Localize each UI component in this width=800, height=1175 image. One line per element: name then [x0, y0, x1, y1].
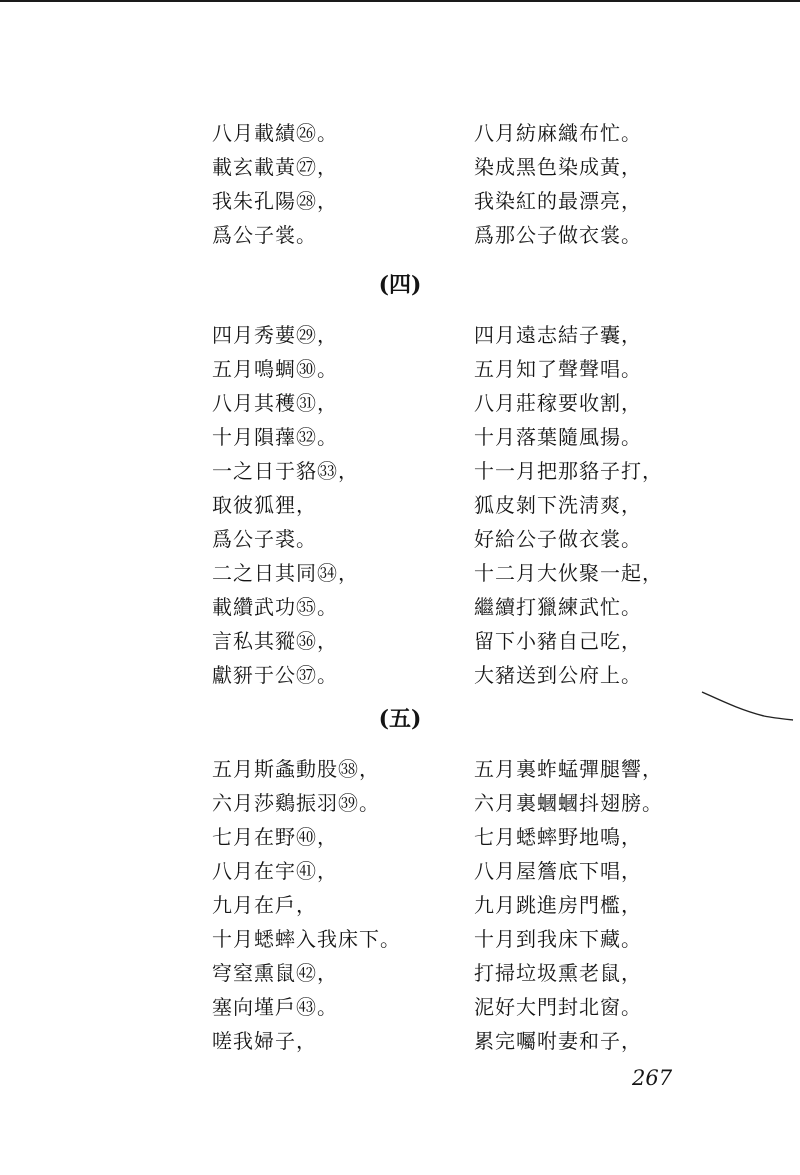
poem-line — [0, 888, 800, 922]
poem-line — [0, 386, 800, 420]
original-line: 獻豜于公㊲。 — [212, 663, 338, 687]
poem-line — [0, 752, 800, 786]
translation-line: 十月到我床下藏。 — [474, 927, 642, 951]
poem-line — [0, 150, 800, 184]
poem-line — [0, 420, 800, 454]
translation-line: 八月紡麻織布忙。 — [474, 121, 642, 145]
original-line: 七月在野㊵， — [212, 825, 338, 849]
translation-line: 十一月把那貉子打， — [474, 459, 663, 483]
original-line: 二之日其同㉞， — [212, 561, 359, 585]
poem-line — [0, 116, 800, 150]
original-line: 我朱孔陽㉘， — [212, 189, 338, 213]
top-border-rule — [0, 0, 800, 2]
original-line: 十月隕蘀㉜。 — [212, 425, 338, 449]
original-line: 嗟我婦子， — [212, 1029, 317, 1053]
translation-line: 十月落葉隨風揚。 — [474, 425, 642, 449]
translation-line: 八月莊稼要收割， — [474, 391, 642, 415]
poem-line — [0, 820, 800, 854]
pen-stroke-mark — [700, 686, 795, 726]
original-line: 五月斯螽動股㊳， — [212, 757, 380, 781]
original-line: 八月載績㉖。 — [212, 121, 338, 145]
section-five — [0, 752, 800, 1058]
section-heading-five: (五) — [378, 706, 422, 732]
original-line: 載纘武功㉟。 — [212, 595, 338, 619]
poem-line — [0, 624, 800, 658]
poem-line — [0, 1024, 800, 1058]
original-line: 爲公子裘。 — [212, 527, 317, 551]
original-line: 六月莎鷄振羽㊴。 — [212, 791, 380, 815]
stanza-top — [0, 116, 800, 252]
original-line: 一之日于貉㉝， — [212, 459, 359, 483]
poem-line — [0, 556, 800, 590]
original-line: 載玄載黃㉗， — [212, 155, 338, 179]
original-line: 爲公子裳。 — [212, 223, 317, 247]
translation-line: 打掃垃圾熏老鼠， — [474, 961, 642, 985]
original-line: 穹窒熏鼠㊷， — [212, 961, 338, 985]
poem-line — [0, 522, 800, 556]
poem-line — [0, 922, 800, 956]
translation-line: 四月遠志結子囊， — [474, 323, 642, 347]
original-line: 八月在宇㊶， — [212, 859, 338, 883]
poem-line — [0, 218, 800, 252]
translation-line: 我染紅的最漂亮， — [474, 189, 642, 213]
translation-line: 六月裏蟈蟈抖翅膀。 — [474, 791, 663, 815]
poem-line — [0, 990, 800, 1024]
poem-line — [0, 854, 800, 888]
poem-line — [0, 454, 800, 488]
original-line: 五月鳴蜩㉚。 — [212, 357, 338, 381]
translation-line: 大豬送到公府上。 — [474, 663, 642, 687]
original-line: 塞向墐戶㊸。 — [212, 995, 338, 1019]
translation-line: 八月屋簷底下唱， — [474, 859, 642, 883]
translation-line: 留下小豬自己吃， — [474, 629, 642, 653]
translation-line: 五月裏蚱蜢彈腿響， — [474, 757, 663, 781]
original-line: 取彼狐狸， — [212, 493, 317, 517]
translation-line: 累完囑咐妻和子， — [474, 1029, 642, 1053]
original-line: 言私其豵㊱， — [212, 629, 338, 653]
poem-line — [0, 590, 800, 624]
original-line: 四月秀葽㉙， — [212, 323, 338, 347]
poem-line — [0, 956, 800, 990]
poem-line — [0, 352, 800, 386]
translation-line: 五月知了聲聲唱。 — [474, 357, 642, 381]
translation-line: 九月跳進房門檻， — [474, 893, 642, 917]
translation-line: 染成黑色染成黃， — [474, 155, 642, 179]
original-line: 九月在戶， — [212, 893, 317, 917]
section-four — [0, 318, 800, 692]
section-heading-four: (四) — [378, 272, 422, 298]
poem-line — [0, 658, 800, 692]
translation-line: 繼續打獵練武忙。 — [474, 595, 642, 619]
translation-line: 七月蟋蟀野地鳴， — [474, 825, 642, 849]
translation-line: 好給公子做衣裳。 — [474, 527, 642, 551]
poem-line — [0, 184, 800, 218]
poem-line — [0, 786, 800, 820]
poem-line — [0, 318, 800, 352]
translation-line: 十二月大伙聚一起， — [474, 561, 663, 585]
translation-line: 狐皮剝下洗淸爽， — [474, 493, 642, 517]
poem-line — [0, 488, 800, 522]
page-number: 267 — [632, 1066, 673, 1090]
original-line: 十月蟋蟀入我床下。 — [212, 927, 401, 951]
original-line: 八月其穫㉛， — [212, 391, 338, 415]
translation-line: 爲那公子做衣裳。 — [474, 223, 642, 247]
translation-line: 泥好大門封北窗。 — [474, 995, 642, 1019]
